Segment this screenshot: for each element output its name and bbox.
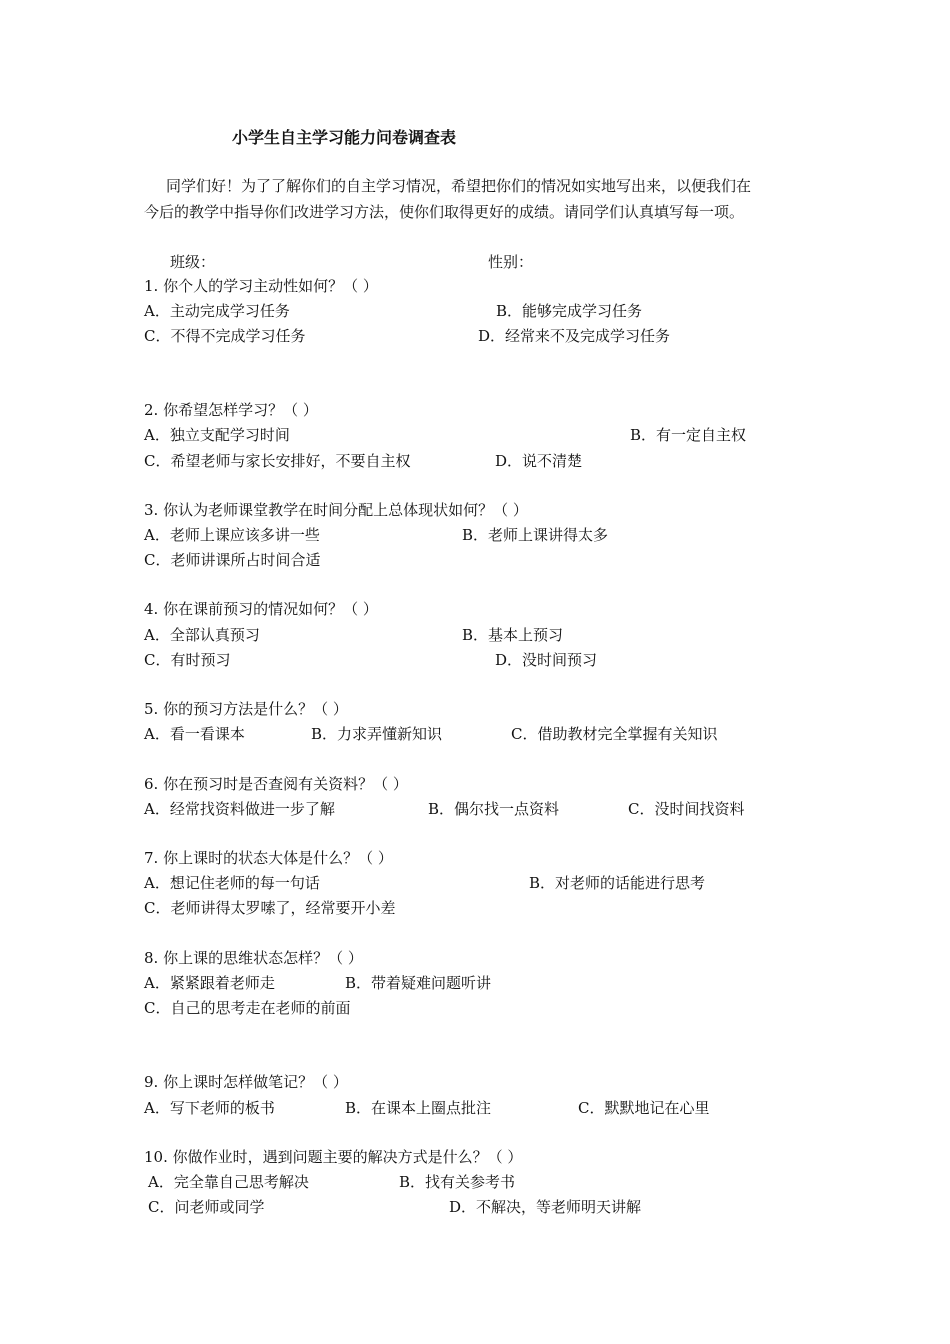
- document-title: 小学生自主学习能力问卷调查表: [232, 128, 457, 147]
- question-3: 3. 你认为老师课堂教学在时间分配上总体现状如何？（ ）: [144, 501, 528, 519]
- question-6: 6. 你在预习时是否查阅有关资料？（ ）: [144, 775, 408, 793]
- q7-option-a: A．想记住老师的每一句话: [144, 874, 320, 892]
- q1-option-c: C．不得不完成学习任务: [144, 327, 306, 345]
- q2-option-d: D．说不清楚: [495, 452, 583, 470]
- q7-option-c: C．老师讲得太罗嗦了，经常要开小差: [144, 899, 396, 917]
- q1-option-d: D．经常来不及完成学习任务: [478, 327, 671, 345]
- q4-option-a: A．全部认真预习: [144, 626, 260, 644]
- q7-option-b: B．对老师的话能进行思考: [529, 874, 706, 892]
- q4-option-b: B．基本上预习: [462, 626, 564, 644]
- q3-option-a: A．老师上课应该多讲一些: [144, 526, 320, 544]
- question-2: 2. 你希望怎样学习？（ ）: [144, 401, 318, 419]
- intro-line-2: 今后的教学中指导你们改进学习方法，使你们取得更好的成绩。请同学们认真填写每一项。: [144, 203, 745, 221]
- q6-option-a: A．经常找资料做进一步了解: [144, 800, 335, 818]
- q4-option-c: C．有时预习: [144, 651, 231, 669]
- q4-option-d: D．没时间预习: [495, 651, 598, 669]
- q3-option-b: B．老师上课讲得太多: [462, 526, 609, 544]
- q10-option-d: D．不解决，等老师明天讲解: [449, 1198, 642, 1216]
- q8-option-c: C．自己的思考走在老师的前面: [144, 999, 351, 1017]
- question-7: 7. 你上课时的状态大体是什么？（ ）: [144, 849, 393, 867]
- gender-label: 性别：: [488, 253, 534, 271]
- q10-option-a: A．完全靠自己思考解决: [148, 1173, 309, 1191]
- question-8: 8. 你上课的思维状态怎样？（ ）: [144, 949, 363, 967]
- question-5: 5. 你的预习方法是什么？（ ）: [144, 700, 348, 718]
- q9-option-a: A．写下老师的板书: [144, 1099, 275, 1117]
- class-label: 班级：: [170, 253, 216, 271]
- q5-option-b: B．力求弄懂新知识: [311, 725, 443, 743]
- q6-option-c: C．没时间找资料: [628, 800, 745, 818]
- question-10: 10. 你做作业时，遇到问题主要的解决方式是什么？（ ）: [144, 1148, 523, 1166]
- question-9: 9. 你上课时怎样做笔记？（ ）: [144, 1073, 348, 1091]
- q9-option-c: C．默默地记在心里: [578, 1099, 710, 1117]
- q5-option-a: A．看一看课本: [144, 725, 245, 743]
- q1-option-a: A．主动完成学习任务: [144, 302, 290, 320]
- question-1: 1. 你个人的学习主动性如何？（ ）: [144, 277, 378, 295]
- q8-option-b: B．带着疑难问题听讲: [345, 974, 492, 992]
- q2-option-b: B．有一定自主权: [630, 426, 747, 444]
- q3-option-c: C．老师讲课所占时间合适: [144, 551, 321, 569]
- question-4: 4. 你在课前预习的情况如何？（ ）: [144, 600, 378, 618]
- q1-option-b: B．能够完成学习任务: [496, 302, 643, 320]
- q2-option-a: A．独立支配学习时间: [144, 426, 290, 444]
- intro-line-1: 同学们好！为了了解你们的自主学习情况，希望把你们的情况如实地写出来，以便我们在: [166, 177, 752, 195]
- q8-option-a: A．紧紧跟着老师走: [144, 974, 275, 992]
- q10-option-c: C．问老师或同学: [148, 1198, 265, 1216]
- q6-option-b: B．偶尔找一点资料: [428, 800, 560, 818]
- q5-option-c: C．借助教材完全掌握有关知识: [511, 725, 718, 743]
- q10-option-b: B．找有关参考书: [399, 1173, 516, 1191]
- q2-option-c: C．希望老师与家长安排好，不要自主权: [144, 452, 411, 470]
- q9-option-b: B．在课本上圈点批注: [345, 1099, 492, 1117]
